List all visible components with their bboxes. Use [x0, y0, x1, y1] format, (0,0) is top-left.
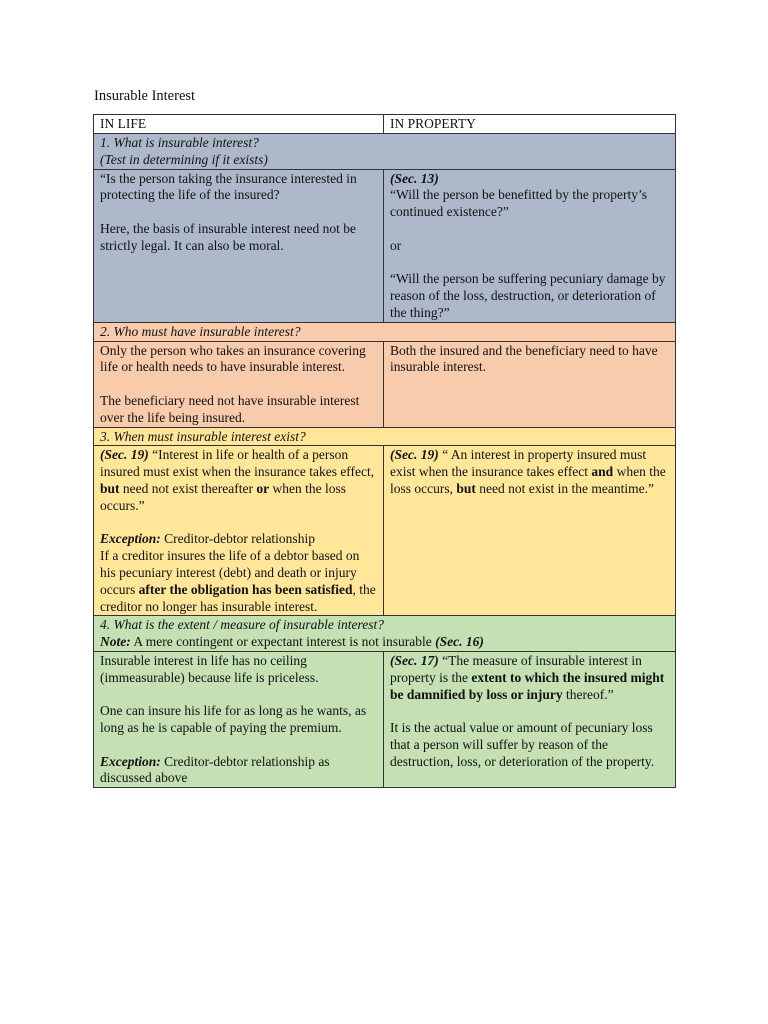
section3-life-paragraph1 — [100, 447, 378, 514]
section2-property-paragraph1: Both the insured and the beneficiary need to have insurable interest. — [390, 342, 658, 375]
section3-life-p3-bold: after the obligation has been satisfied — [138, 581, 353, 597]
section3-life-section-ref: (Sec. 19) — [100, 447, 149, 463]
section2-life-paragraph1: Only the person who takes an insurance covering life or health needs to have insurable interest. — [100, 342, 366, 375]
section3-question-row — [94, 427, 676, 446]
section4-property-text-a: “The measure of insurable interest in property is the — [390, 652, 642, 685]
section2-life-paragraph2: The beneficiary need not have insurable interest over the life being insured. — [100, 392, 360, 425]
section3-life-exception — [100, 531, 378, 548]
section3-life-but: but — [100, 480, 120, 496]
section3-life-p3-text-a: If a creditor insures the life of a debtor based on his pecuniary interest (debt) and death or injury occurs — [100, 548, 360, 597]
section4-property-section-ref: (Sec. 17) — [390, 652, 439, 668]
section1-property-paragraph2: “Will the person be suffering pecuniary damage by reason of the loss, destruction, or deterioration of the thing?” — [390, 271, 666, 320]
section3-property-paragraph1 — [390, 447, 670, 497]
section1-property-paragraph1: “Will the person be benefitted by the property’s continued existence?” — [390, 187, 648, 220]
section1-question-line1: 1. What is insurable interest? — [100, 135, 259, 150]
section1-property-cell — [384, 169, 676, 322]
section1-life-paragraph2: Here, the basis of insurable interest need not be strictly legal. It can also be moral. — [100, 220, 357, 253]
section4-life-cell — [94, 651, 384, 787]
document-title: Insurable Interest — [94, 88, 196, 104]
section1-life-cell — [94, 169, 384, 322]
section3-property-and: and — [591, 464, 614, 480]
section3-life-cell — [94, 446, 384, 616]
section1-property-section-ref: (Sec. 13) — [390, 170, 439, 186]
section2-question-row — [94, 322, 676, 341]
section4-note — [100, 634, 670, 651]
header-row — [94, 115, 676, 134]
section3-property-text-c: need not exist in the meantime.” — [475, 480, 654, 496]
section4-property-bold: extent to which the insured might be damnified by loss or injury — [390, 669, 665, 702]
section2-question: 2. Who must have insurable interest? — [94, 322, 676, 341]
section3-property-section-ref: (Sec. 19) — [390, 447, 439, 463]
section4-life-paragraph1: Insurable interest in life has no ceiling (immeasurable) because life is priceless. — [100, 652, 319, 685]
section4-note-section-ref: (Sec. 16) — [435, 634, 484, 650]
section4-question-line1: 4. What is the extent / measure of insurable interest? — [100, 617, 384, 633]
section2-property-cell — [384, 341, 676, 427]
section4-question-row — [94, 616, 676, 652]
section3-life-text-b: need not exist thereafter — [119, 480, 257, 496]
section2-answer-row — [94, 341, 676, 427]
section3-life-p3-text-b: , the creditor no longer has insurable interest. — [100, 581, 376, 614]
section1-question — [94, 134, 676, 170]
section4-life-paragraph2: One can insure his life for as long as he wants, as long as he is capable of paying the premium. — [100, 703, 367, 736]
section4-property-cell — [384, 651, 676, 787]
section1-question-row — [94, 134, 676, 170]
section3-life-text-a: “Interest in life or health of a person insured must exist when the insurance takes effect, — [100, 447, 375, 480]
section4-note-text: A mere contingent or expectant interest is not insurable — [130, 634, 436, 650]
section4-life-exception-label: Exception: — [100, 753, 161, 769]
insurable-interest-table — [93, 114, 676, 788]
section4-note-label: Note: — [100, 634, 131, 650]
section4-question — [94, 616, 676, 652]
section1-answer-row — [94, 169, 676, 322]
column-header-in-property: IN PROPERTY — [384, 115, 676, 134]
section3-life-text-c: when the loss occurs.” — [100, 480, 346, 513]
section3-life-exception-label: Exception: — [100, 531, 161, 547]
section4-answer-row — [94, 651, 676, 787]
section1-life-paragraph1: “Is the person taking the insurance interested in protecting the life of the insured? — [100, 170, 357, 203]
section3-property-text-b: when the loss occurs, — [390, 464, 666, 496]
section1-question-line2: (Test in determining if it exists) — [100, 151, 268, 167]
section4-property-paragraph1 — [390, 653, 670, 703]
section4-property-text-b: thereof.” — [562, 686, 614, 702]
section3-life-or: or — [256, 480, 270, 496]
section4-property-paragraph2: It is the actual value or amount of pecuniary loss that a person will suffer by reason of the destruction, loss, or deterioration of the property. — [390, 720, 655, 769]
section3-property-text-a: “ An interest in property insured must exist when the insurance takes effect — [390, 447, 647, 480]
section4-life-exception-text: Creditor-debtor relationship as discussed above — [100, 753, 330, 786]
section3-property-but: but — [456, 480, 476, 496]
column-header-in-life: IN LIFE — [94, 115, 384, 134]
section3-life-paragraph3 — [100, 548, 378, 615]
section3-answer-row — [94, 446, 676, 616]
section3-life-exception-text: Creditor-debtor relationship — [160, 531, 315, 547]
section3-question: 3. When must insurable interest exist? — [94, 427, 676, 446]
section4-life-exception — [100, 754, 378, 788]
section2-life-cell — [94, 341, 384, 427]
section3-property-cell — [384, 446, 676, 616]
section1-property-or: or — [390, 237, 402, 253]
